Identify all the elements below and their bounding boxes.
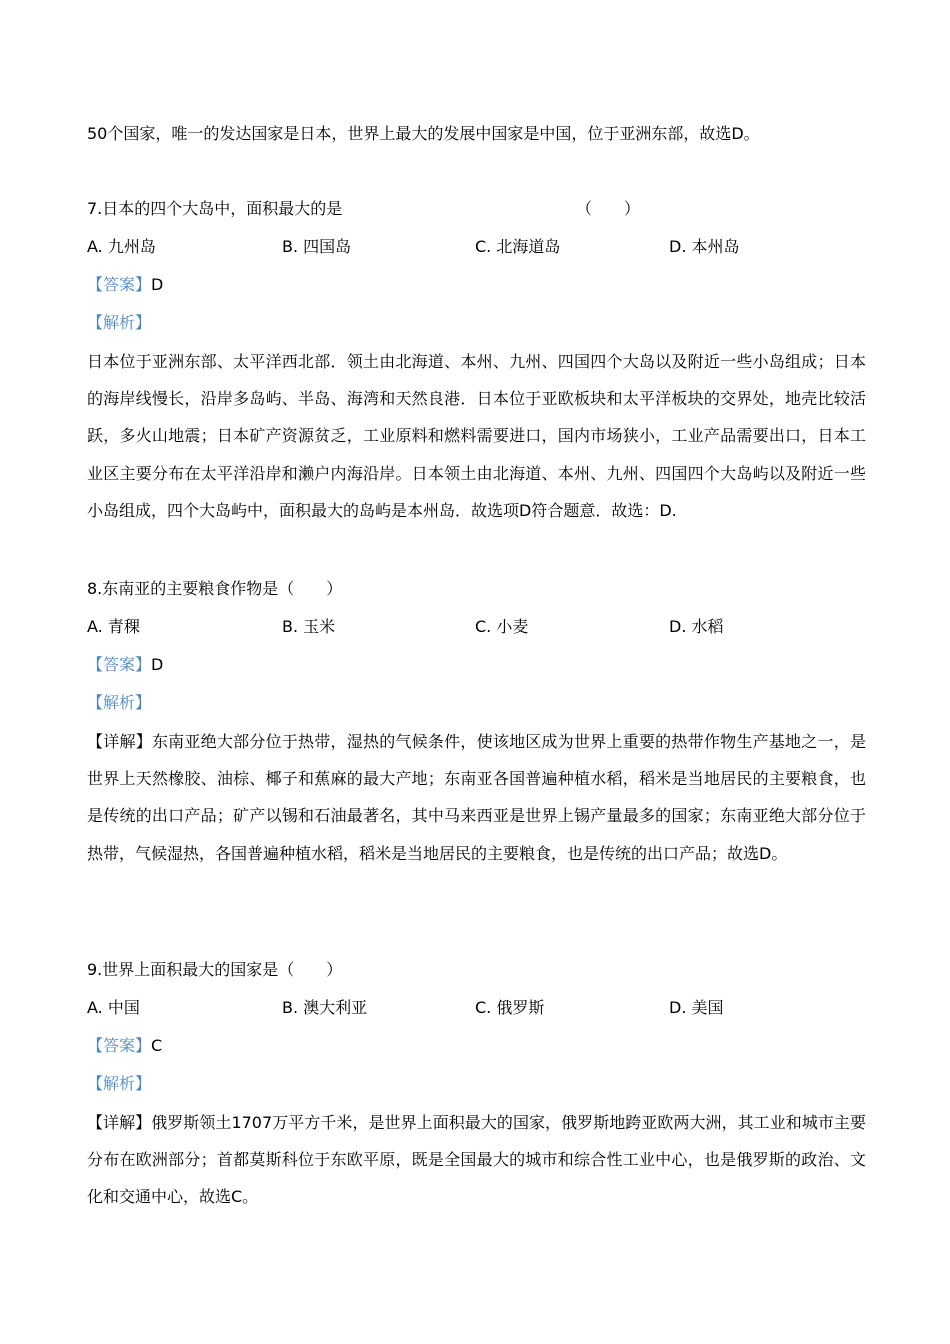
question-7-stem: 7.日本的四个大岛中，面积最大的是 [87, 199, 343, 218]
question-8-analysis-tag: 【解析】 [87, 693, 152, 712]
question-9-analysis-tag: 【解析】 [87, 1074, 152, 1093]
intro-text: 50个国家，唯一的发达国家是日本，世界上最大的发展中国家是中国，位于亚洲东部，故选D。 [87, 124, 760, 143]
answer-letter: C [151, 1036, 163, 1055]
answer-tag: 【答案】 [87, 655, 152, 674]
analysis-body: 东南亚绝大部分位于热带，湿热的气候条件，使该地区成为世界上重要的热带作物生产基地之一，是世界上天然橡胶、油棕、椰子和蕉麻的最大产地；东南亚各国普遍种植水稻，稻米是当地居民的主要粮食，也是传统的出口产品；矿产以锡和石油最著名，其中马来西亚是世界上锡产量最多的国家；东南亚绝大部分位于热带，气候湿热，各国普遍种植水稻，稻米是当地居民的主要粮食，也是传统的出口产品；故选D。 [87, 732, 866, 863]
question-7-option-d: D. 本州岛 [669, 237, 740, 256]
detail-tag: 【详解】 [87, 1113, 152, 1132]
question-9-stem: 9.世界上面积最大的国家是（ ） [87, 960, 343, 979]
question-9-option-d: D. 美国 [669, 998, 724, 1017]
question-9-option-c: C. 俄罗斯 [475, 998, 545, 1017]
answer-letter: D [151, 275, 164, 294]
question-9-answer [87, 1036, 867, 1056]
question-8-option-b: B. 玉米 [282, 617, 336, 636]
question-8-option-a: A. 青稞 [87, 617, 140, 636]
question-8-stem: 8.东南亚的主要粮食作物是（ ） [87, 579, 343, 598]
question-8-option-d: D. 水稻 [669, 617, 724, 636]
answer-tag: 【答案】 [87, 1036, 152, 1055]
question-9-analysis [87, 1104, 866, 1216]
question-7-option-a: A. 九州岛 [87, 237, 156, 256]
question-8-answer [87, 655, 867, 675]
question-7-paren: （ ） [576, 199, 641, 218]
analysis-body: 俄罗斯领土1707万平方千米，是世界上面积最大的国家，俄罗斯地跨亚欧两大洲，其工业和城市主要分布在欧洲部分；首都莫斯科位于东欧平原，既是全国最大的城市和综合性工业中心，也是俄罗斯的政治、文化和交通中心，故选C。 [87, 1113, 866, 1207]
question-8-analysis [87, 723, 866, 872]
question-7-analysis: 日本位于亚洲东部、太平洋西北部．领土由北海道、本州、九州、四国四个大岛以及附近一些小岛组成；日本的海岸线慢长，沿岸多岛屿、半岛、海湾和天然良港．日本位于亚欧板块和太平洋板块的交界处，地壳比较活跃，多火山地震；日本矿产资源贫乏，工业原料和燃料需要进口，国内市场狭小，工业产品需要出口，日本工业区主要分布在太平洋沿岸和濑户内海沿岸。日本领土由北海道、本州、九州、四国四个大岛屿以及附近一些小岛组成，四个大岛屿中，面积最大的岛屿是本州岛．故选项D符合题意．故选：D. [87, 352, 866, 520]
question-7-analysis-tag: 【解析】 [87, 313, 152, 332]
question-9-option-b: B. 澳大利亚 [282, 998, 368, 1017]
question-9-option-a: A. 中国 [87, 998, 140, 1017]
detail-tag: 【详解】 [87, 732, 152, 751]
answer-tag: 【答案】 [87, 275, 152, 294]
question-7-option-c: C. 北海道岛 [475, 237, 561, 256]
question-8-option-c: C. 小麦 [475, 617, 529, 636]
answer-letter: D [151, 655, 164, 674]
question-7-option-b: B. 四国岛 [282, 237, 352, 256]
question-7-answer [87, 275, 867, 295]
